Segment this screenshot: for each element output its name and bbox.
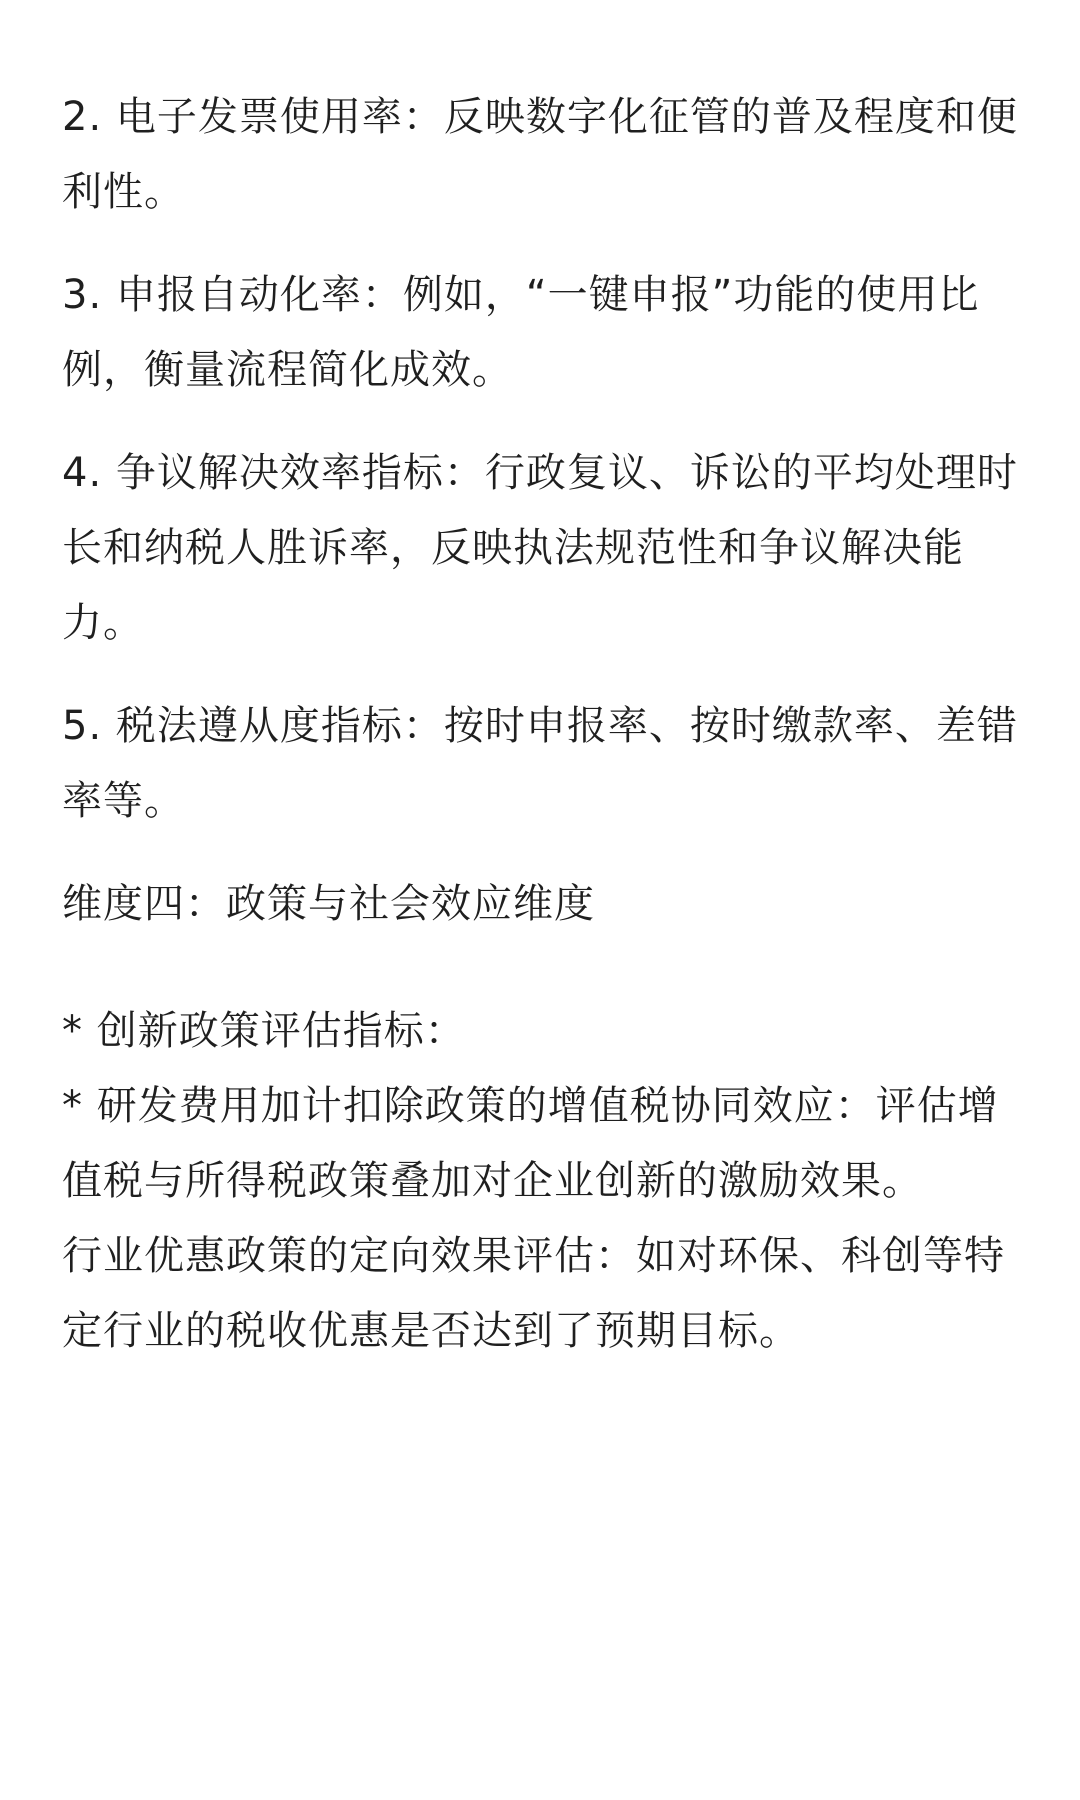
- section-heading-dimension-four: 维度四：政策与社会效应维度: [62, 881, 595, 927]
- list-item-e-invoice-rate: 2. 电子发票使用率：反映数字化征管的普及程度和便利性。: [62, 94, 1018, 215]
- list-item-filing-automation-rate: 3. 申报自动化率：例如，“一键申报”功能的使用比例，衡量流程简化成效。: [62, 272, 980, 393]
- policy-line-rd-deduction: * 研发费用加计扣除政策的增值税协同效应：评估增值税与所得税政策叠加对企业创新的激励效果。: [62, 1083, 999, 1204]
- policy-line-innovation-header: * 创新政策评估指标：: [62, 1008, 466, 1054]
- list-item-dispute-resolution-efficiency: 4. 争议解决效率指标：行政复议、诉讼的平均处理时长和纳税人胜诉率，反映执法规范性和争议解决能力。: [62, 450, 1018, 646]
- policy-line-industry-preference: 行业优惠政策的定向效果评估：如对环保、科创等特定行业的税收优惠是否达到了预期目标。: [62, 1233, 1005, 1354]
- article-body: [62, 80, 1022, 1369]
- list-item-tax-compliance: 5. 税法遵从度指标：按时申报率、按时缴款率、差错率等。: [62, 703, 1018, 824]
